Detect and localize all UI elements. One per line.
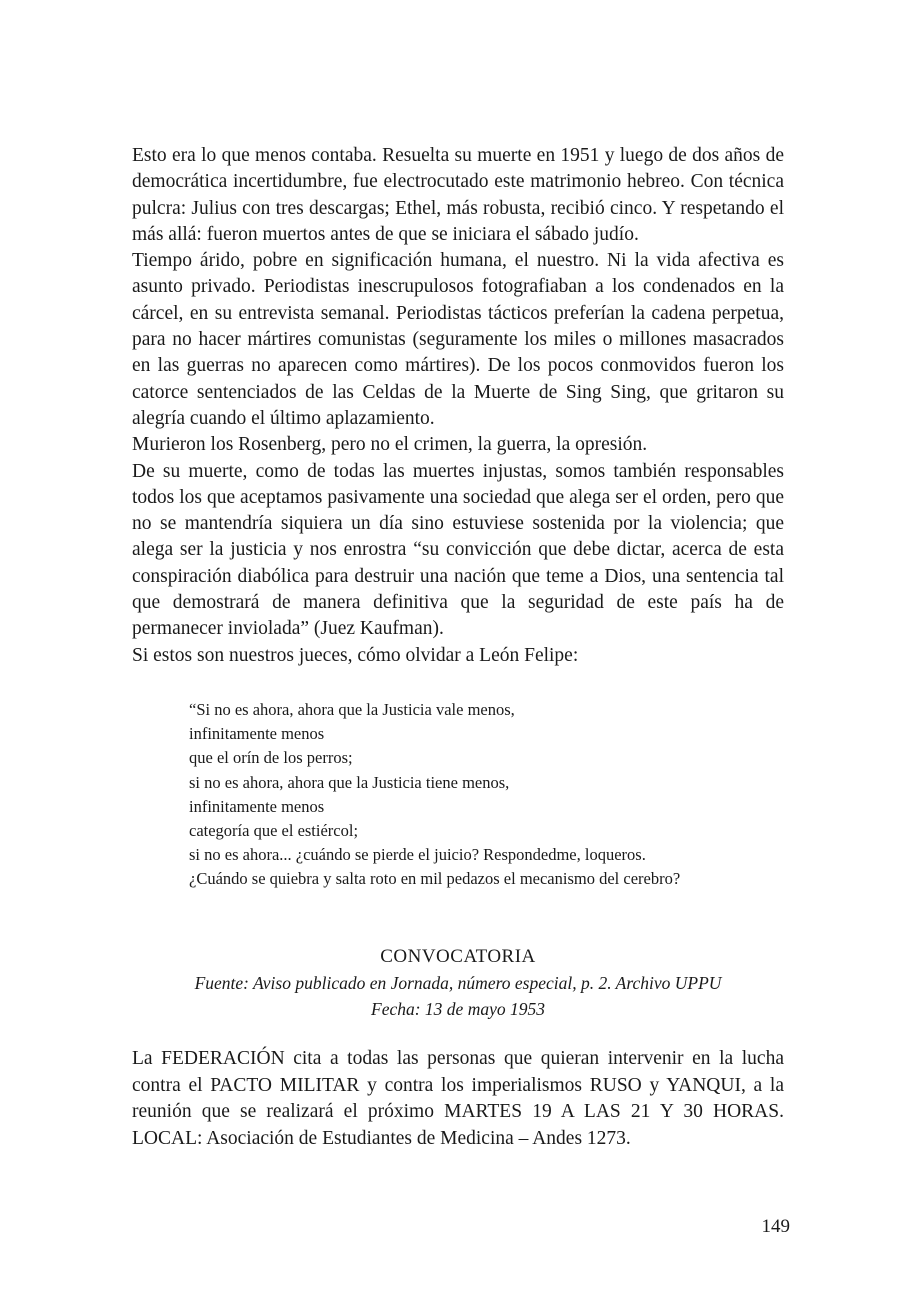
paragraph-leon-felipe-intro: Si estos son nuestros jueces, cómo olvidar a León Felipe:	[132, 644, 579, 666]
section-date: Fecha: 13 de mayo 1953	[371, 999, 545, 1019]
paragraph-responsibility: De su muerte, como de todas las muertes injustas, somos también responsables todos los que aceptamos pasivamente una sociedad que alega ser el orden, pero que no se mantendría siquiera un día sino estuviese sostenida por la violencia; que alega ser la justicia y nos enrostra “su convicción que debe dictar, acerca de esta conspiración diabólica para destruir una nación que teme a Dios, una sentencia tal que demostrará de manera definitiva que la seguridad de este país ha de permanecer inviolada” (Juez Kaufman).	[132, 460, 784, 640]
notice-paragraph: La FEDERACIÓN cita a todas las personas que quieran intervenir en la lucha contra el PACTO MILITAR y contra los imperialismos RUSO y YANQUI, a la reunión que se realizará el próximo MARTES 19 A LAS 21 Y 30 HORAS. LOCAL: Asociación de Estudiantes de Medicina – Andes 1273.	[132, 1048, 784, 1149]
poem-quote	[189, 698, 789, 892]
poem-line: si no es ahora... ¿cuándo se pierde el juicio? Respondedme, loqueros.	[189, 845, 646, 865]
page-number: 149	[761, 1216, 790, 1237]
paragraph-rosenberg-died: Murieron los Rosenberg, pero no el crimen, la guerra, la opresión.	[132, 434, 648, 456]
section-source: Fuente: Aviso publicado en Jornada, número especial, p. 2. Archivo UPPU	[194, 973, 722, 993]
poem-line: infinitamente menos	[189, 724, 325, 744]
paragraph-execution: Esto era lo que menos contaba. Resuelta su muerte en 1951 y luego de dos años de democrática incertidumbre, fue electrocutado este matrimonio hebreo. Con técnica pulcra: Julius con tres descargas; Ethel, más robusta, recibió cinco. Y respetando el más allá: fueron muertos antes de que se iniciara el sábado judío.	[132, 145, 784, 245]
poem-line: que el orín de los perros;	[189, 748, 353, 768]
notice-text	[132, 1046, 784, 1152]
poem-line: categoría que el estiércol;	[189, 821, 359, 841]
body-text	[132, 143, 784, 669]
poem-line: ¿Cuándo se quiebra y salta roto en mil pedazos el mecanismo del cerebro?	[189, 869, 681, 889]
poem-line: si no es ahora, ahora que la Justicia tiene menos,	[189, 772, 510, 792]
poem-line: infinitamente menos	[189, 796, 325, 816]
paragraph-arid-times: Tiempo árido, pobre en significación humana, el nuestro. Ni la vida afectiva es asunto privado. Periodistas inescrupulosos fotografiaban a los condenados en la cárcel, en su entrevista semanal. Periodistas tácticos preferían la cadena perpetua, para no hacer mártires comunistas (seguramente los miles o millones masacrados en las guerras no aparecen como mártires). De los pocos conmovidos fueron los catorce sentenciados de las Celdas de la Muerte de Sing Sing, que gritaron su alegría cuando el último aplazamiento.	[132, 250, 784, 429]
poem-line: “Si no es ahora, ahora que la Justicia vale menos,	[189, 700, 515, 719]
section-title: CONVOCATORIA	[380, 946, 536, 967]
